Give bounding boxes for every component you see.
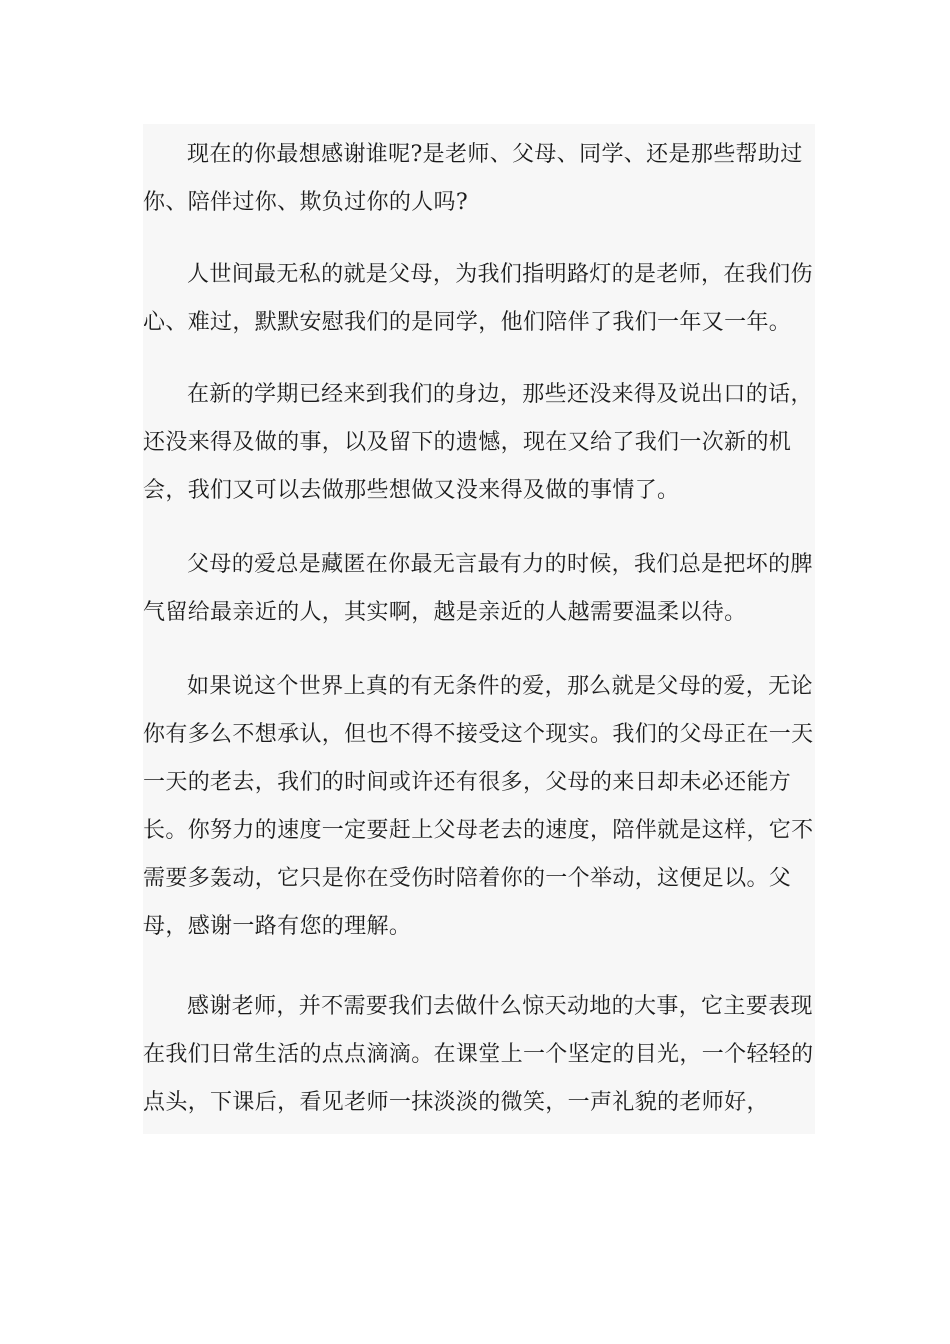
paragraph: 感谢老师，并不需要我们去做什么惊天动地的大事，它主要表现在我们日常生活的点点滴滴。在课堂上一个坚定的目光，一个轻轻的点头，下课后，看见老师一抹淡淡的微笑，一声礼貌的老师好， bbox=[143, 994, 814, 1115]
paragraph: 人世间最无私的就是父母，为我们指明路灯的是老师，在我们伤心、难过，默默安慰我们的是同学，他们陪伴了我们一年又一年。 bbox=[143, 262, 813, 335]
paragraph: 在新的学期已经来到我们的身边，那些还没来得及说出口的话，还没来得及做的事，以及留下的遗憾，现在又给了我们一次新的机会，我们又可以去做那些想做又没来得及做的事情了。 bbox=[143, 382, 813, 503]
document-body bbox=[143, 124, 815, 1134]
paragraph: 现在的你最想感谢谁呢?是老师、父母、同学、还是那些帮助过你、陪伴过你、欺负过你的人吗? bbox=[143, 142, 803, 215]
paragraph: 父母的爱总是藏匿在你最无言最有力的时候，我们总是把坏的脾气留给最亲近的人，其实啊，越是亲近的人越需要温柔以待。 bbox=[143, 552, 813, 625]
paragraph: 如果说这个世界上真的有无条件的爱，那么就是父母的爱，无论你有多么不想承认，但也不得不接受这个现实。我们的父母正在一天一天的老去，我们的时间或许还有很多，父母的来日却未必还能方长。你努力的速度一定要赶上父母老去的速度，陪伴就是这样，它不需要多轰动，它只是你在受伤时陪着你的一个举动，这便足以。父母，感谢一路有您的理解。 bbox=[143, 674, 814, 939]
